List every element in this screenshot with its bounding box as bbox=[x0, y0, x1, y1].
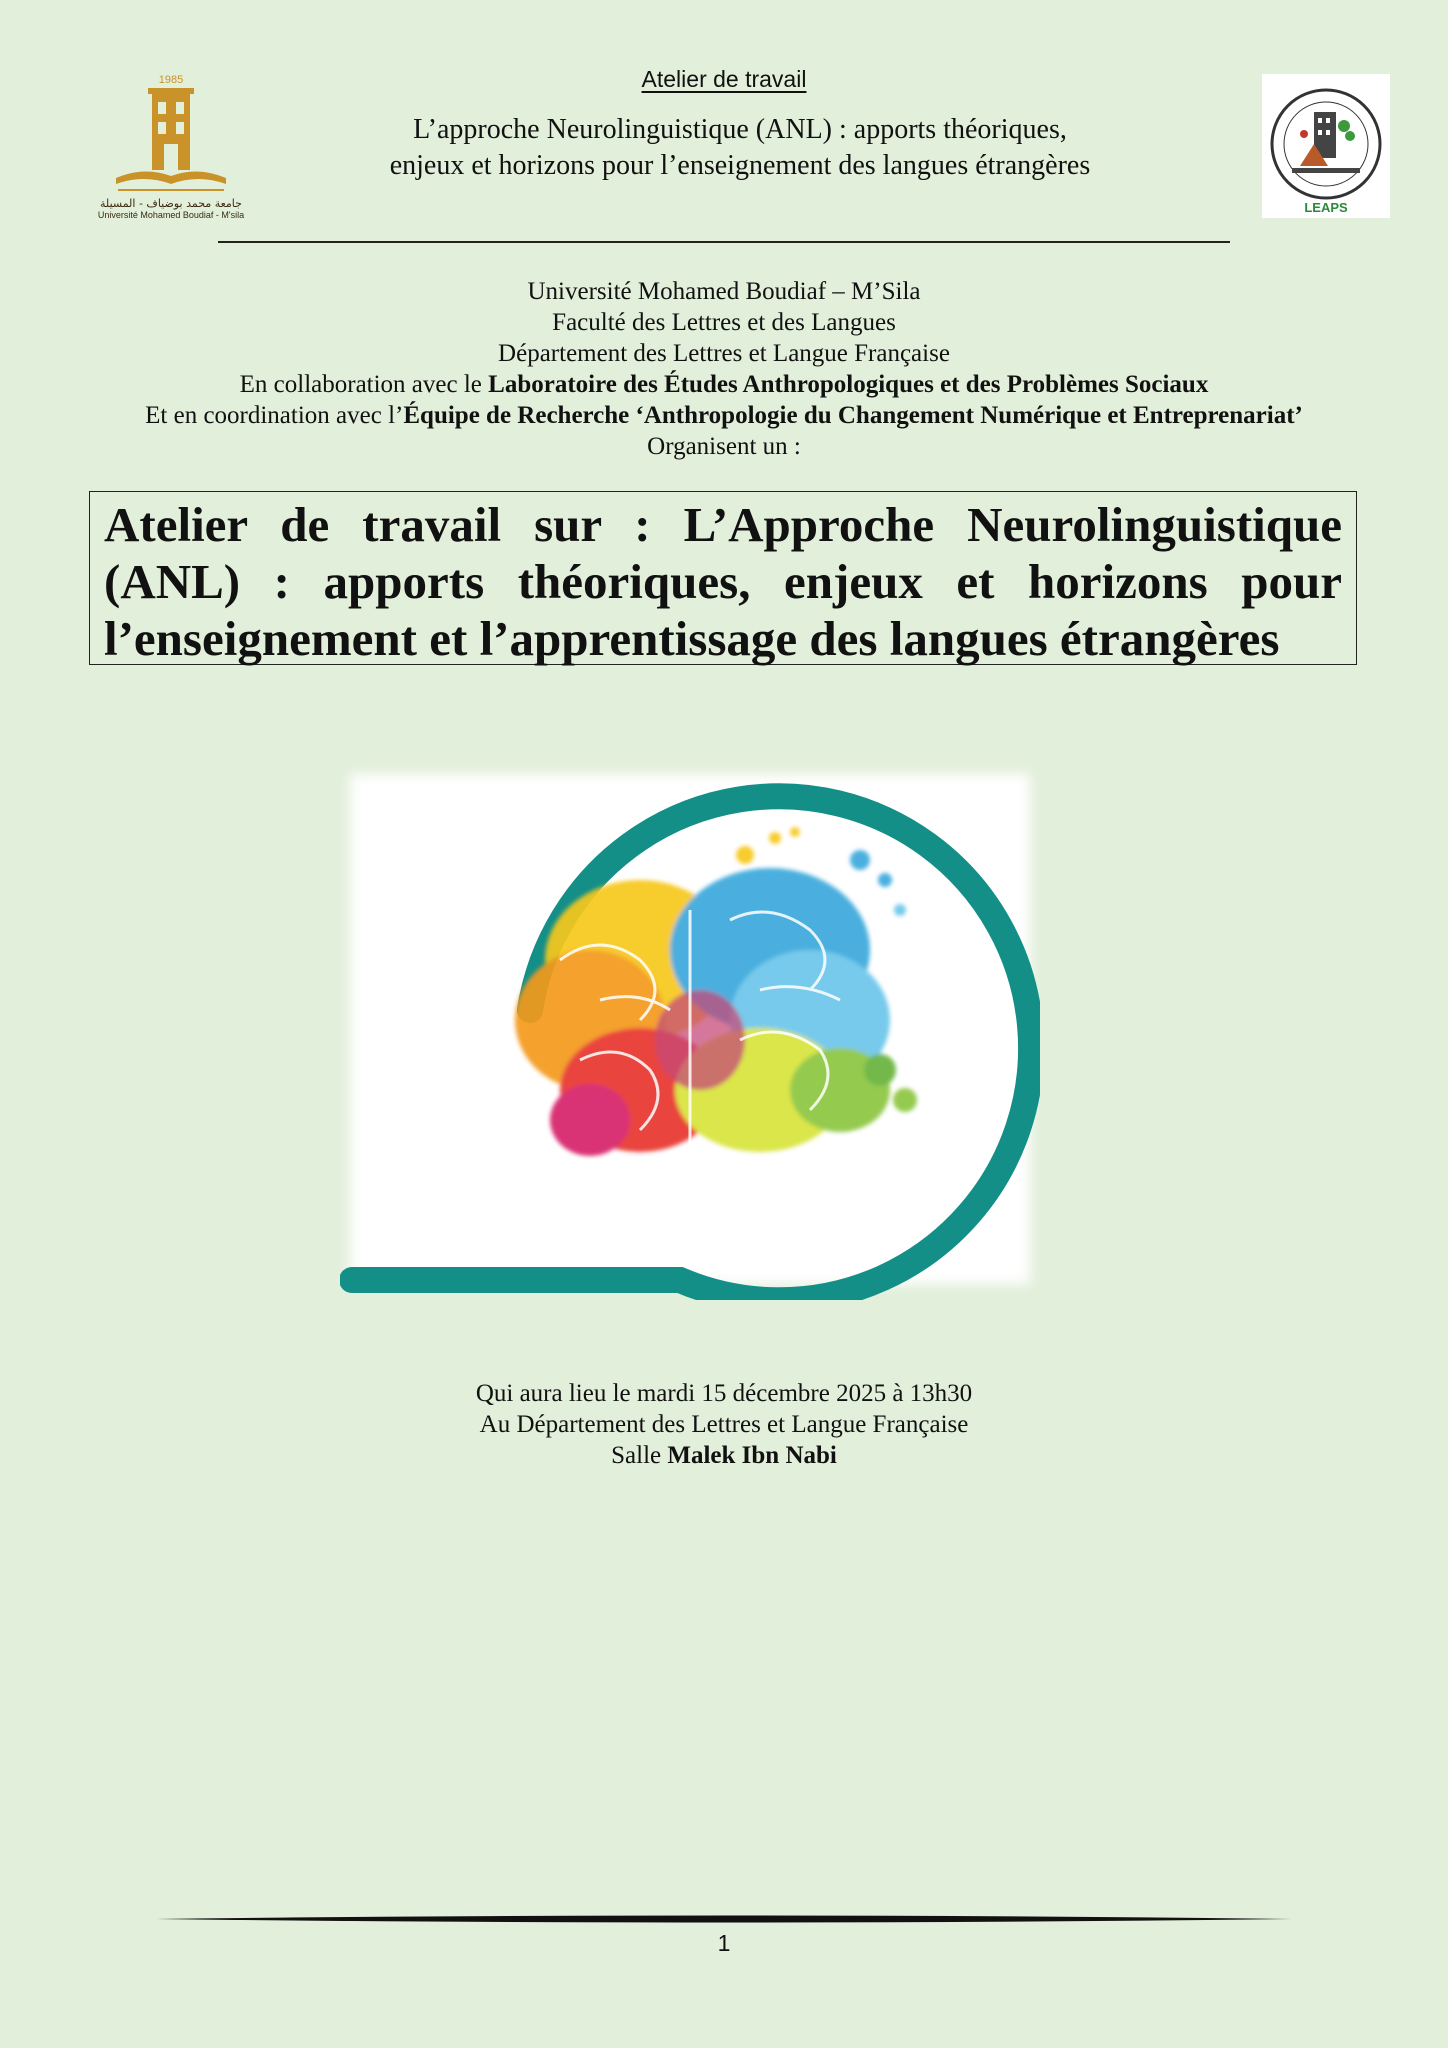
department-name: Département des Lettres et Langue Française bbox=[498, 340, 950, 367]
organise-line: Organisent un : bbox=[647, 433, 801, 460]
coordination-team: Équipe de Recherche ‘Anthropologie du Changement Numérique et Entreprenariat’ bbox=[403, 402, 1303, 429]
collaboration-prefix: En collaboration avec le bbox=[239, 371, 489, 398]
coordination-prefix: Et en coordination avec l’ bbox=[145, 402, 404, 429]
event-info bbox=[0, 1378, 1448, 1471]
event-room-name: Malek Ibn Nabi bbox=[667, 1442, 837, 1469]
header-title-line-1: L’approche Neurolinguistique (ANL) : apports théoriques, bbox=[413, 114, 1067, 145]
page-number: 1 bbox=[717, 1930, 731, 1956]
institution-block bbox=[60, 276, 1388, 462]
header-title bbox=[300, 112, 1180, 184]
event-date: Qui aura lieu le mardi 15 décembre 2025 à 13h30 bbox=[475, 1380, 973, 1407]
main-title: Atelier de travail sur : L’Approche Neurolinguistique (ANL) : apports théoriques, enjeux et horizons pour l’enseignement et l’apprentissage des langues étrangères bbox=[104, 497, 1342, 666]
logo-arabic-name: جامعة محمد بوضياف - المسيلة bbox=[100, 197, 242, 210]
collaboration-line bbox=[60, 369, 1388, 400]
event-room bbox=[0, 1440, 1448, 1471]
event-room-prefix: Salle bbox=[611, 1442, 668, 1469]
leaps-label: LEAPS bbox=[1304, 200, 1348, 215]
leaps-seal-icon bbox=[1262, 74, 1390, 218]
event-location: Au Département des Lettres et Langue Française bbox=[479, 1411, 969, 1438]
header-kicker-text: Atelier de travail bbox=[641, 66, 807, 92]
header-kicker bbox=[0, 66, 1448, 93]
coordination-line bbox=[60, 400, 1388, 431]
colorful-brain-icon bbox=[340, 760, 1040, 1300]
collaboration-lab: Laboratoire des Études Anthropologiques et des Problèmes Sociaux bbox=[488, 371, 1209, 398]
logo-year: 1985 bbox=[158, 74, 184, 86]
header-divider bbox=[218, 241, 1230, 243]
footer-divider bbox=[156, 1912, 1292, 1926]
logo-latin-name: Université Mohamed Boudiaf - M'sila bbox=[97, 210, 245, 220]
university-name: Université Mohamed Boudiaf – M’Sila bbox=[527, 278, 921, 305]
brain-illustration bbox=[340, 760, 1040, 1300]
laboratory-logo bbox=[1262, 74, 1390, 218]
main-title-box bbox=[89, 491, 1357, 665]
faculty-name: Faculté des Lettres et des Langues bbox=[552, 309, 896, 336]
header-title-line-2: enjeux et horizons pour l’enseignement des langues étrangères bbox=[389, 150, 1091, 181]
